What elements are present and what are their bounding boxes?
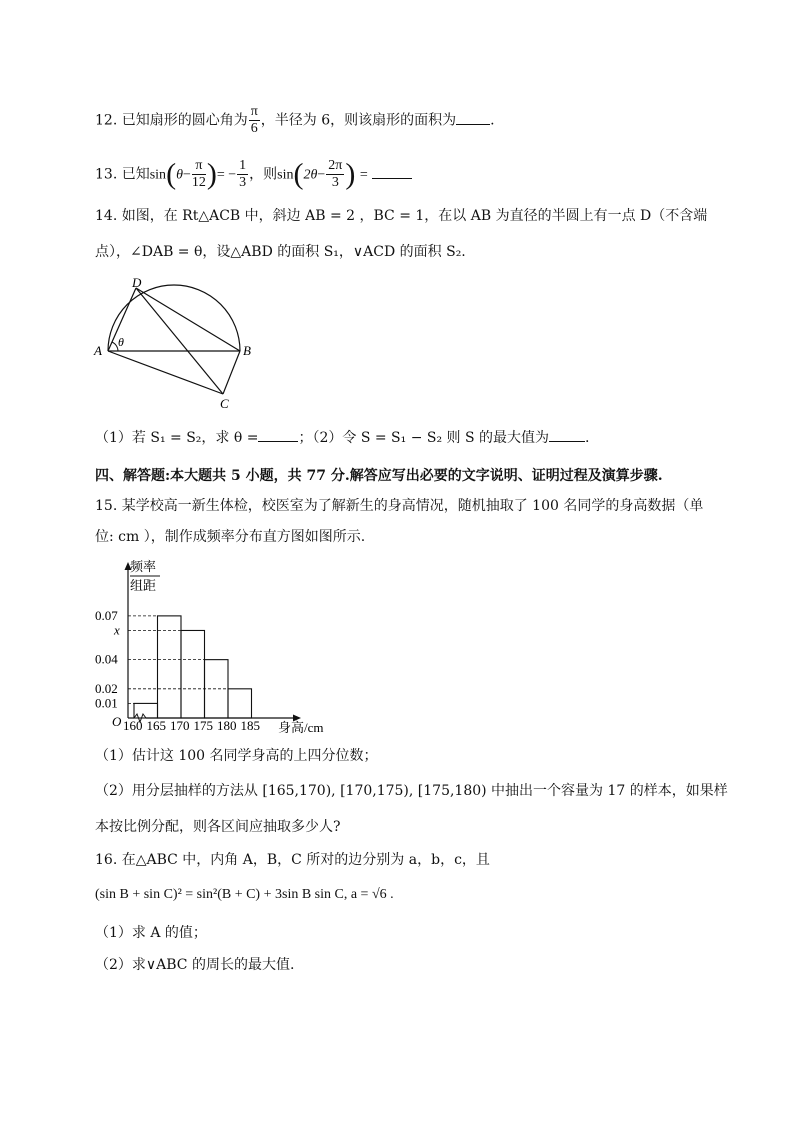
ylabel-top: 频率 [130,559,157,574]
q14-line-2: 点），∠DAB = θ，设△ABD 的面积 S₁，∨ACD 的面积 S₂. [95,244,466,260]
section-heading: 四、解答题:本大题共 5 小题，共 77 分.解答应写出必要的文字说明、证明过程及演算步骤. [95,468,663,484]
y-tick-label: x [114,622,120,638]
q13-fraction-2: $\frac{1}{3}$ [239,158,247,190]
label-d: D [132,276,142,290]
label-a: A [94,343,102,358]
semicircle-figure [90,276,270,416]
frequency-histogram [90,558,350,736]
segment-db [136,288,240,351]
semicircle-arc [108,285,240,351]
x-tick-label: 175 [193,718,213,733]
q14-answer-blank-1[interactable] [258,429,298,442]
q13-text-a: 已知 [121,166,150,183]
label-b: B [243,343,251,358]
q14-answer-blank-2[interactable] [549,429,585,442]
q13-fraction-3: $\frac{2\pi}{3}$ [328,158,343,190]
q16-equation: (sin B + sin C)² = sin²(B + C) + 3sin B sin C, a = √6 . [95,887,394,902]
segment-bc [223,351,240,394]
q13-number: 13. [95,166,118,183]
histogram-bar [181,630,205,718]
xlabel: 身高/cm [278,720,324,735]
y-tick-label: 0.01 [95,695,118,711]
q16-sub1: （1）求 A 的值； [95,925,207,941]
q12-number: 12. [95,112,118,129]
q15-sub2-line-1: （2）用分层抽样的方法从 [165,170), [170,175), [175,180) 中抽出一个容量为 17 的样本，如果样 [95,783,728,799]
y-tick-label: 0.02 [95,680,118,696]
q15-line-2: 位: cm ），制作成频率分布直方图如图所示. [95,529,366,545]
q13-answer-blank[interactable] [372,166,412,179]
x-tick-label: 180 [217,718,237,733]
q12-text-b: ，半径为 6，则该扇形的面积为 [260,112,457,129]
q14-line-1: 14. 如图，在 Rt△ACB 中，斜边 AB = 2 ，BC = 1，在以 AB 为直径的半圆上有一点 D（不含端 [95,208,708,224]
q16-sub2: （2）求∨ABC 的周长的最大值. [95,957,295,973]
q12-text-a: 已知扇形的圆心角为 [121,112,248,129]
q13-fraction-1: $\frac{\pi}{12}$ [191,158,206,190]
q12-fraction: $\frac{\pi}{6}$ [250,104,258,136]
x-tick-label: 165 [146,718,166,733]
histogram-bar [228,689,252,718]
x-tick-label: 160 [123,718,143,733]
q13-line: 13. 已知sin(θ− $\frac{\pi}{12}$ )= − $\frac{1}{3}$ ，则sin(2θ− $\frac{2\pi}{3}$ ) = [95,158,412,191]
label-c: C [220,396,229,411]
q15-line-1: 15. 某学校高一新生体检，校医室为了解新生的身高情况，随机抽取了 100 名同学的身高数据（单 [95,498,704,514]
x-tick-label: 170 [170,718,190,733]
q14-subquestions: （1）若 S₁ = S₂，求 θ = ；（2）令 S = S₁ − S₂ 则 S 的最大值为 . [95,430,590,446]
origin-label: O [112,714,122,729]
q15-sub2-line-2: 本按比例分配，则各区间应抽取多少人? [95,819,341,835]
q16-line-1: 16. 在△ABC 中，内角 A，B，C 所对的边分别为 a，b，c，且 [95,852,490,868]
x-tick-label: 185 [240,718,260,733]
q12-line: 12. 已知扇形的圆心角为 $\frac{\pi}{6}$ ，半径为 6，则该扇形的面积为 . [95,104,495,136]
q15-sub1: （1）估计这 100 名同学身高的上四分位数； [95,748,378,764]
q12-answer-blank[interactable] [456,112,490,125]
ylabel-bottom: 组距 [130,578,157,593]
histogram-bar [158,616,182,718]
y-tick-label: 0.04 [95,651,118,667]
q14-sub1: （1）若 S₁ = S₂，求 θ = [95,430,259,446]
y-tick-label: 0.07 [95,607,118,623]
q14-sub2: ；（2）令 S = S₁ − S₂ 则 S 的最大值为 [298,430,550,446]
label-theta: θ [118,335,124,349]
